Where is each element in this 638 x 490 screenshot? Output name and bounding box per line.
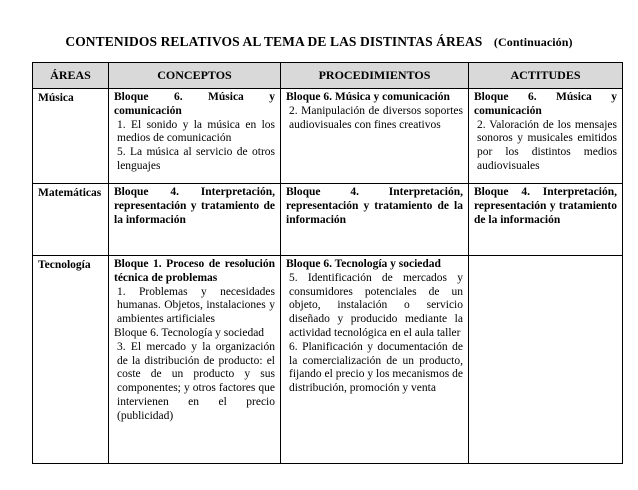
- title-main: CONTENIDOS RELATIVOS AL TEMA DE LAS DISTINTAS ÁREAS: [65, 34, 483, 49]
- content-item: 2. Valoración de los mensajes sonoros y musicales emitidos por los distintos medios audiovisuales: [477, 118, 617, 172]
- block-heading: Bloque 1. Proceso de resolución técnica de problemas: [114, 258, 275, 284]
- block-heading: Bloque 6. Música y comunicación: [114, 91, 275, 117]
- table-row-musica: [33, 89, 623, 184]
- document-title: [0, 34, 638, 50]
- area-cell: Tecnología: [33, 256, 109, 464]
- table-row-tecnologia: [33, 256, 623, 464]
- block-heading: Bloque 4. Interpretación, representación y tratamiento de la información: [114, 186, 275, 226]
- block-heading-2: Bloque 6. Tecnología y sociedad: [114, 326, 265, 339]
- procedimientos-cell: [281, 89, 469, 184]
- procedimientos-cell: [281, 256, 469, 464]
- content-item: 2. Manipulación de diversos soportes audiovisuales con fines creativos: [289, 104, 463, 131]
- content-item: 1. El sonido y la música en los medios de comunicación: [117, 118, 275, 145]
- content-item: 5. La música al servicio de otros lenguajes: [117, 146, 275, 172]
- content-item: 6. Planificación y documentación de la comercialización de un producto, fijando el precio y los mecanismos de distribución, promoción y venta: [289, 340, 463, 395]
- conceptos-cell: [109, 184, 281, 256]
- procedimientos-cell: [281, 184, 469, 256]
- content-item: 1. Problemas y necesidades humanas. Objetos, instalaciones y ambientes artificiales: [117, 285, 275, 326]
- block-heading: Bloque 4. Interpretación, representación y tratamiento de la información: [286, 186, 463, 226]
- content-table: [32, 62, 623, 464]
- conceptos-cell: [109, 256, 281, 464]
- block-heading: Bloque 4. Interpretación, representación y tratamiento de la información: [474, 186, 617, 226]
- col-header-areas: ÁREAS: [33, 63, 109, 89]
- header-row: [33, 63, 623, 89]
- block-heading: Bloque 6. Música y comunicación: [474, 91, 617, 117]
- col-header-procedimientos: PROCEDIMIENTOS: [281, 63, 469, 89]
- table-row-matematicas: [33, 184, 623, 256]
- conceptos-cell: [109, 89, 281, 184]
- block-heading: Bloque 6. Tecnología y sociedad: [286, 258, 441, 270]
- col-header-actitudes: ACTITUDES: [469, 63, 623, 89]
- area-cell: Música: [33, 89, 109, 184]
- actitudes-cell: [469, 89, 623, 184]
- title-sub: (Continuación): [493, 35, 573, 49]
- actitudes-cell: [469, 184, 623, 256]
- content-item: 3. El mercado y la organización de la distribución de producto: el coste de un producto y sus componentes; y otros factores que intervienen en el precio (publicidad): [117, 340, 275, 422]
- area-cell: Matemáticas: [33, 184, 109, 256]
- col-header-conceptos: CONCEPTOS: [109, 63, 281, 89]
- content-item: 5. Identificación de mercados y consumidores potenciales de un objeto, instalación o servicio diseñado y producido mediante la actividad tecnológica en el aula taller: [289, 271, 463, 339]
- block-heading: Bloque 6. Música y comunicación: [286, 91, 450, 103]
- actitudes-cell: [469, 256, 623, 464]
